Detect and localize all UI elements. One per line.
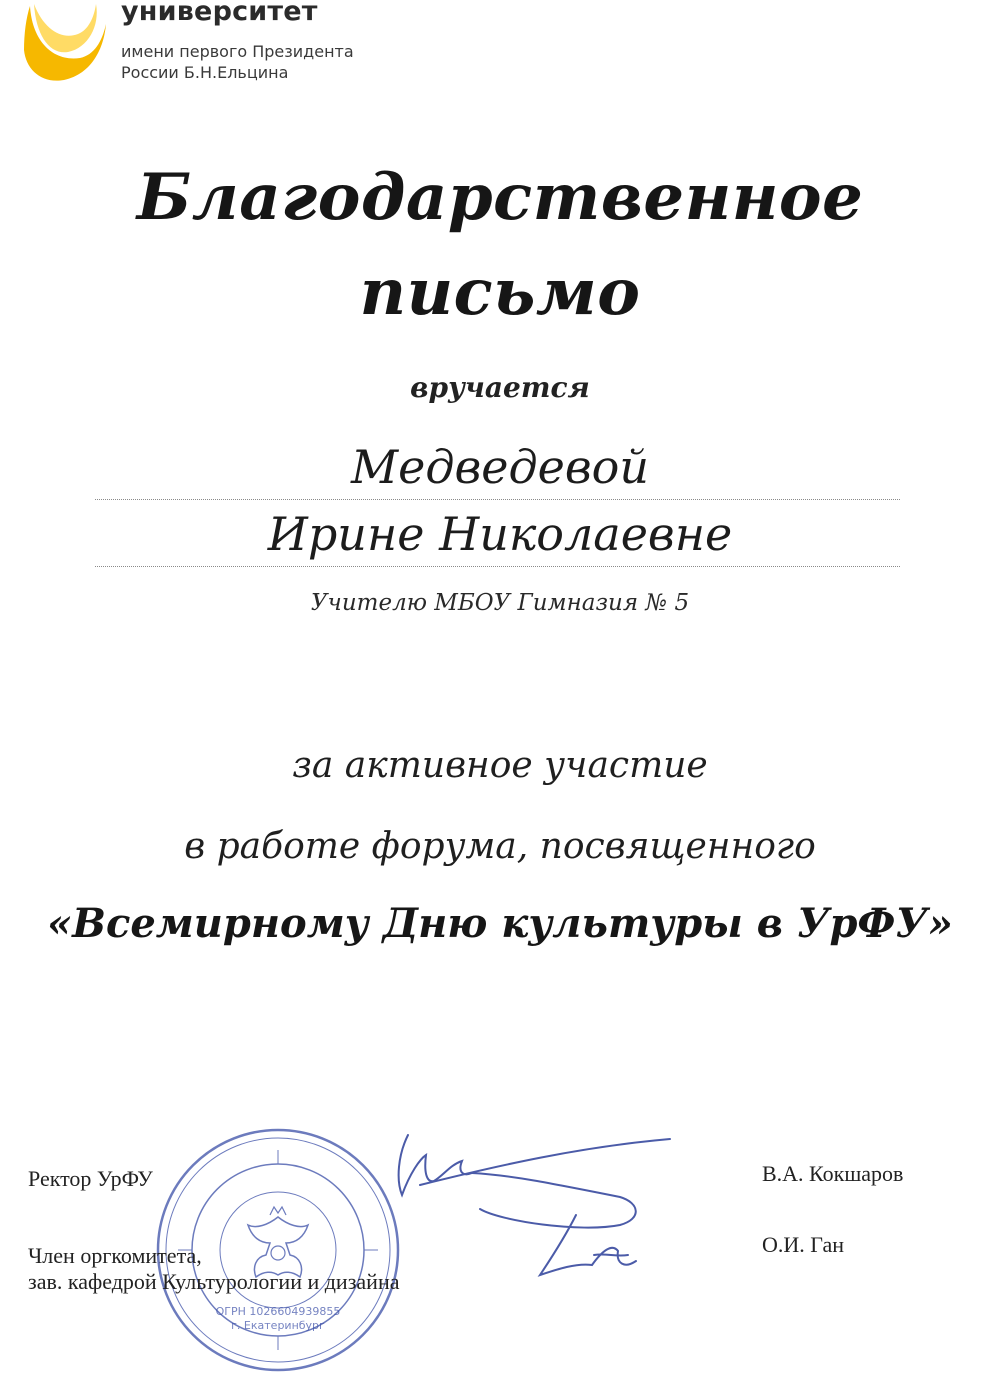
dotted-rule bbox=[95, 499, 900, 500]
rector-name: В.А. Кокшаров bbox=[762, 1161, 904, 1186]
org-title: университет bbox=[121, 0, 318, 27]
seal-ogrn: ОГРН 1026604939855 bbox=[215, 1305, 341, 1318]
awarded-label: вручается bbox=[410, 371, 590, 404]
org-subtitle-line1: имени первого Президента bbox=[121, 42, 354, 61]
org-subtitle-line2: России Б.Н.Ельцина bbox=[121, 63, 289, 82]
rector-label: Ректор УрФУ bbox=[28, 1166, 153, 1191]
handwritten-signature-icon bbox=[380, 1125, 680, 1295]
recipient-surname: Медведевой bbox=[351, 440, 649, 494]
committee-member-label bbox=[28, 1243, 399, 1295]
recipient-position: Учителю МБОУ Гимназия № 5 bbox=[310, 590, 690, 616]
committee-member-label-line2: зав. кафедрой Культурологии и дизайна bbox=[28, 1269, 400, 1294]
committee-member-name: О.И. Ган bbox=[762, 1232, 844, 1257]
recipient-name: Ирине Николаевне bbox=[267, 507, 733, 561]
urfu-logo-icon bbox=[22, 0, 114, 84]
document-title-line1: Благодарственное bbox=[136, 160, 864, 235]
dotted-rule bbox=[95, 566, 900, 567]
reason-line2: в работе форума, посвященного bbox=[184, 826, 816, 867]
event-name: «Всемирному Дню культуры в УрФУ» bbox=[47, 900, 953, 947]
committee-member-label-line1: Член оргкомитета, bbox=[28, 1243, 202, 1268]
org-subtitle bbox=[121, 41, 354, 83]
reason-line1: за активное участие bbox=[292, 745, 708, 786]
document-title-line2: письмо bbox=[359, 255, 641, 330]
seal-city: г. Екатеринбург bbox=[231, 1319, 325, 1332]
